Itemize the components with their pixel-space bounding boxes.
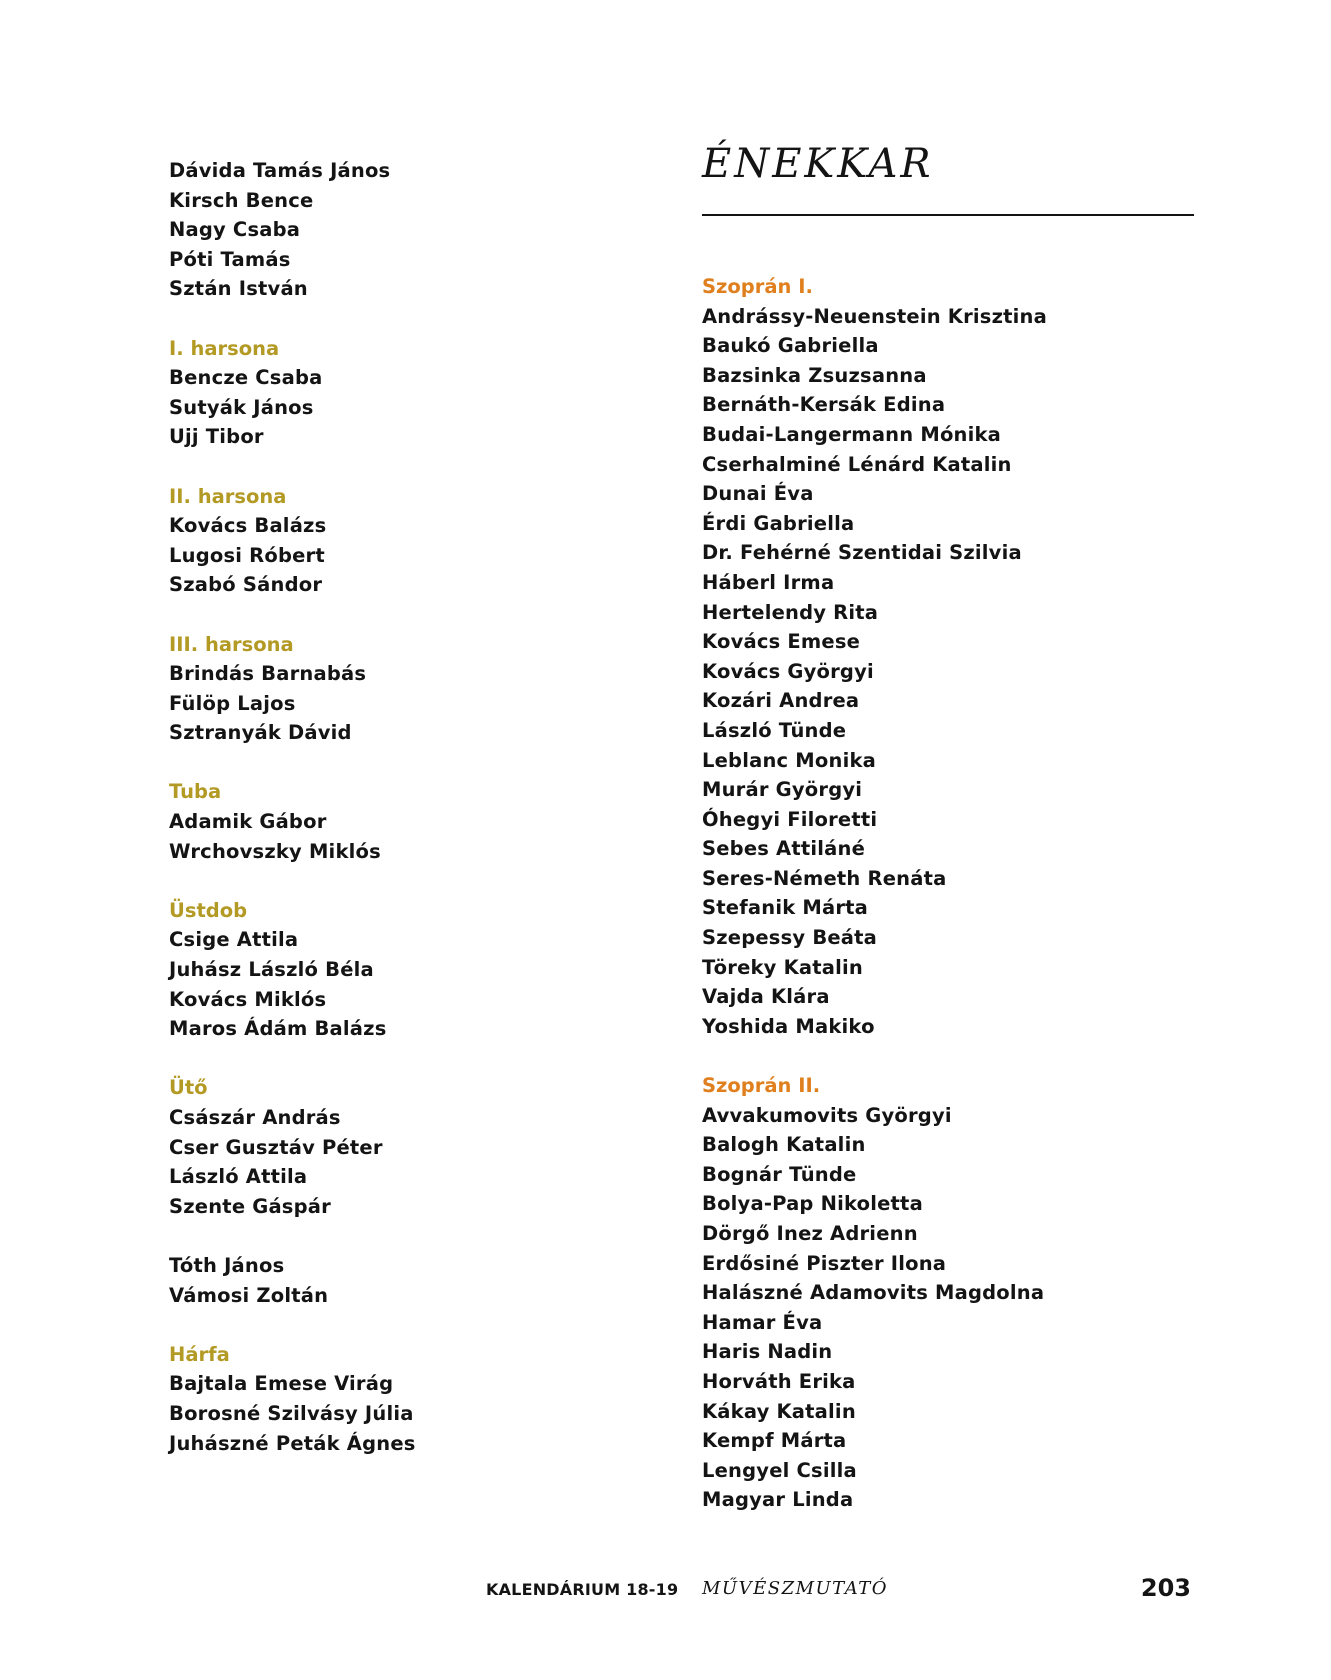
member-name: Bognár Tünde — [702, 1162, 857, 1186]
member-name: Dávida Tamás János — [169, 159, 391, 182]
group-title: II. harsona — [169, 484, 287, 508]
member-name: Yoshida Makiko — [702, 1014, 875, 1038]
member-name: Budai-Langermann Mónika — [702, 422, 1002, 446]
member-name: Császár András — [169, 1106, 341, 1129]
name-group — [702, 1071, 1202, 1515]
member-name: Ujj Tibor — [169, 425, 264, 449]
member-name: Magyar Linda — [702, 1488, 854, 1512]
member-name: Dr. Fehérné Szentidai Szilvia — [702, 541, 1022, 565]
member-name: Fülöp Lajos — [169, 691, 296, 715]
member-name: Cser Gusztáv Péter — [169, 1135, 383, 1159]
member-name: Sebes Attiláné — [702, 837, 866, 861]
member-name: Tóth János — [169, 1253, 285, 1277]
member-name: Hamar Éva — [702, 1310, 823, 1334]
footer-section: MŰVÉSZMUTATÓ — [702, 1578, 888, 1599]
name-group — [169, 1251, 589, 1310]
member-name: Kirsch Bence — [169, 188, 314, 212]
name-group — [169, 630, 589, 748]
member-name: Nagy Csaba — [169, 218, 301, 242]
member-name: Juhászné Peták Ágnes — [169, 1431, 416, 1455]
member-name: Háberl Irma — [702, 570, 835, 594]
member-name: Vámosi Zoltán — [169, 1283, 329, 1307]
member-name: Bazsinka Zsuzsanna — [702, 363, 927, 387]
member-name: Dunai Éva — [702, 482, 814, 506]
member-name: Maros Ádám Balázs — [169, 1017, 387, 1041]
member-name: Érdi Gabriella — [702, 511, 855, 535]
group-title: Hárfa — [169, 1342, 230, 1366]
member-name: Cserhalminé Lénárd Katalin — [702, 452, 1012, 476]
member-name: Bernáth-Kersák Edina — [702, 393, 946, 417]
member-name: Hertelendy Rita — [702, 600, 879, 624]
member-name: Kákay Katalin — [702, 1399, 856, 1423]
member-name: Stefanik Márta — [702, 896, 869, 920]
section-title: ÉNEKKAR — [702, 141, 934, 187]
name-group — [169, 334, 589, 452]
member-name: Halászné Adamovits Magdolna — [702, 1281, 1045, 1305]
member-name: Brindás Barnabás — [169, 662, 367, 686]
member-name: Vajda Klára — [702, 985, 830, 1009]
member-name: Sztán István — [169, 277, 308, 301]
group-title: Ütő — [169, 1076, 208, 1100]
choir-groups — [702, 272, 1202, 1515]
name-group — [702, 272, 1202, 1041]
member-name: Dörgő Inez Adrienn — [702, 1222, 918, 1245]
member-name: Óhegyi Filoretti — [702, 807, 878, 831]
group-title: I. harsona — [169, 336, 280, 360]
member-name: Csige Attila — [169, 928, 299, 952]
member-name: Kovács Balázs — [169, 514, 327, 538]
member-name: Borosné Szilvásy Júlia — [169, 1401, 414, 1425]
right-column — [702, 142, 1202, 1545]
member-name: Lengyel Csilla — [702, 1458, 857, 1482]
name-group — [169, 1073, 589, 1221]
member-name: Szepessy Beáta — [702, 926, 878, 950]
group-title: III. harsona — [169, 632, 294, 656]
name-group — [169, 1340, 589, 1458]
member-name: Murár Györgyi — [702, 778, 863, 802]
group-title: Szoprán II. — [702, 1074, 821, 1098]
member-name: Póti Tamás — [169, 247, 291, 271]
group-title: Tuba — [169, 780, 222, 804]
member-name: Haris Nadin — [702, 1340, 833, 1364]
member-name: Andrássy-Neuenstein Krisztina — [702, 304, 1047, 328]
member-name: Avvakumovits Györgyi — [702, 1103, 952, 1127]
member-name: Juhász László Béla — [169, 958, 374, 982]
member-name: Kempf Márta — [702, 1429, 847, 1453]
member-name: Adamik Gábor — [169, 810, 327, 834]
member-name: Balogh Katalin — [702, 1133, 866, 1157]
member-name: Bajtala Emese Virág — [169, 1372, 394, 1396]
member-name: Bencze Csaba — [169, 366, 323, 390]
member-name: László Attila — [169, 1165, 308, 1189]
section-divider — [702, 214, 1194, 216]
member-name: Szabó Sándor — [169, 573, 323, 597]
member-name: Baukó Gabriella — [702, 334, 879, 358]
group-title: Üstdob — [169, 898, 248, 922]
member-name: Kovács Györgyi — [702, 659, 874, 683]
member-name: Lugosi Róbert — [169, 543, 325, 567]
member-name: Sztranyák Dávid — [169, 721, 352, 745]
member-name: Horváth Erika — [702, 1369, 856, 1393]
member-name: Wrchovszky Miklós — [169, 839, 381, 863]
name-group — [169, 156, 589, 304]
page-number: 203 — [1140, 1574, 1191, 1602]
left-column — [169, 156, 589, 1488]
member-name: Leblanc Monika — [702, 748, 876, 772]
member-name: Kozári Andrea — [702, 689, 860, 713]
member-name: Töreky Katalin — [702, 955, 863, 979]
member-name: Sutyák János — [169, 395, 314, 419]
member-name: Erdősiné Piszter Ilona — [702, 1251, 947, 1275]
member-name: Kovács Miklós — [169, 987, 327, 1011]
member-name: Szente Gáspár — [169, 1194, 331, 1218]
name-group — [169, 777, 589, 866]
member-name: Seres-Németh Renáta — [702, 866, 947, 890]
footer-publication: KALENDÁRIUM 18-19 — [486, 1580, 679, 1599]
name-group — [169, 482, 589, 600]
member-name: Bolya-Pap Nikoletta — [702, 1192, 923, 1216]
member-name: László Tünde — [702, 718, 847, 742]
name-group — [169, 896, 589, 1044]
group-title: Szoprán I. — [702, 275, 813, 298]
member-name: Kovács Emese — [702, 630, 861, 654]
